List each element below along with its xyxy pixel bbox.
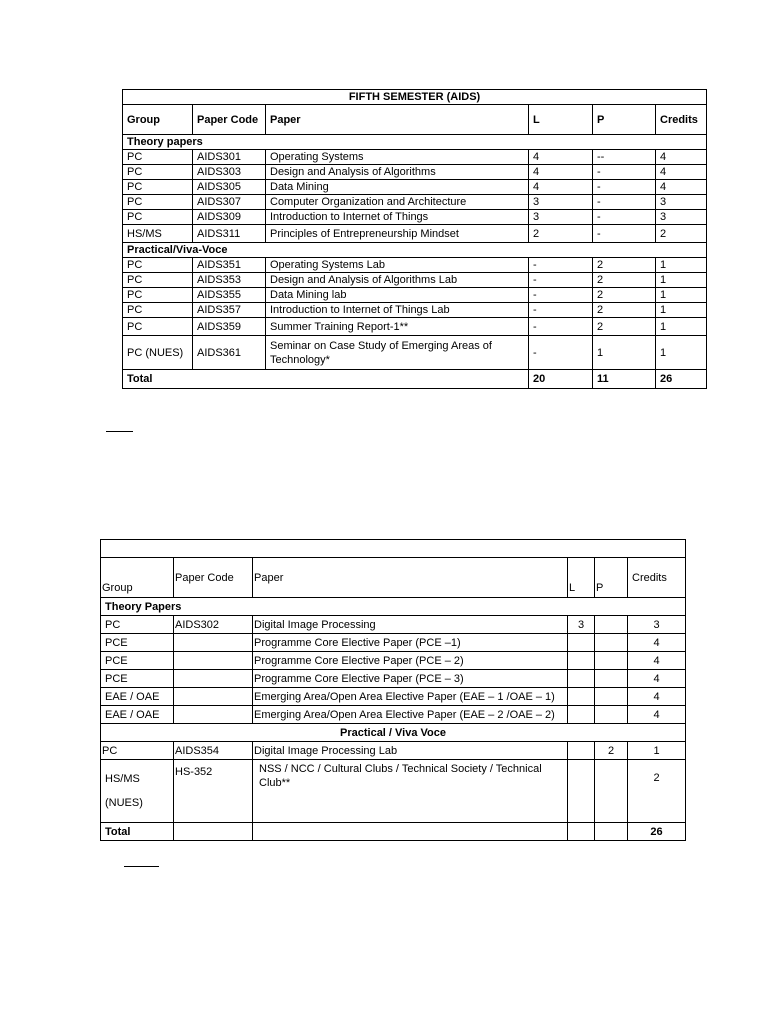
header-row xyxy=(101,558,686,598)
cell-code xyxy=(174,634,253,652)
table-row xyxy=(123,336,707,370)
cell-p xyxy=(595,670,628,688)
cell-paper: NSS / NCC / Cultural Clubs / Technical Society / Technical Club** xyxy=(253,760,568,823)
empty-title-cell xyxy=(101,540,686,558)
cell-p: - xyxy=(593,225,656,243)
cell-p: 2 xyxy=(593,288,656,303)
cell-group: PCE xyxy=(101,652,174,670)
cell-code: AIDS301 xyxy=(193,150,266,165)
cell-group: PC xyxy=(123,180,193,195)
cell-paper: Emerging Area/Open Area Elective Paper (EAE – 2 /OAE – 2) xyxy=(253,706,568,724)
cell-group: PC xyxy=(101,616,174,634)
cell-group: PC xyxy=(123,303,193,318)
cell-credits: 4 xyxy=(628,634,686,652)
cell-credits: 3 xyxy=(656,210,707,225)
table-row xyxy=(101,688,686,706)
cell-group: EAE / OAE xyxy=(101,706,174,724)
cell-group: PCE xyxy=(101,634,174,652)
cell-l: 4 xyxy=(529,150,593,165)
cell-l xyxy=(568,688,595,706)
section-label-theory: Theory papers xyxy=(123,135,707,150)
section-label-practical: Practical / Viva Voce xyxy=(101,724,686,742)
table-row xyxy=(101,634,686,652)
header-l: L xyxy=(529,105,593,135)
cell-paper: Programme Core Elective Paper (PCE – 3) xyxy=(253,670,568,688)
table-row xyxy=(123,288,707,303)
cell-paper: Emerging Area/Open Area Elective Paper (EAE – 1 /OAE – 1) xyxy=(253,688,568,706)
table-row xyxy=(101,706,686,724)
total-credits: 26 xyxy=(628,823,686,841)
section-row xyxy=(101,598,686,616)
cell-code: AIDS307 xyxy=(193,195,266,210)
cell-code: AIDS354 xyxy=(174,742,253,760)
cell-paper: Seminar on Case Study of Emerging Areas of Technology* xyxy=(266,336,529,370)
cell-paper: Computer Organization and Architecture xyxy=(266,195,529,210)
cell-group: PC xyxy=(123,258,193,273)
cell-p: - xyxy=(593,210,656,225)
cell-l: 4 xyxy=(529,180,593,195)
cell-paper: Data Mining xyxy=(266,180,529,195)
cell-p xyxy=(595,688,628,706)
section-label-theory: Theory Papers xyxy=(101,598,686,616)
cell-credits: 3 xyxy=(628,616,686,634)
cell-group: PC xyxy=(123,318,193,336)
cell-l: 3 xyxy=(529,210,593,225)
cell-l: 2 xyxy=(529,225,593,243)
cell-paper: Principles of Entrepreneurship Mindset xyxy=(266,225,529,243)
cell-code: AIDS351 xyxy=(193,258,266,273)
table-row xyxy=(123,210,707,225)
cell-group: PCE xyxy=(101,670,174,688)
cell-code: AIDS355 xyxy=(193,288,266,303)
cell-code: AIDS311 xyxy=(193,225,266,243)
header-group: Group xyxy=(123,105,193,135)
cell-group-bottom: (NUES) xyxy=(105,797,143,809)
cell-empty xyxy=(174,823,253,841)
cell-code: AIDS357 xyxy=(193,303,266,318)
table-row xyxy=(123,180,707,195)
table-row xyxy=(101,760,686,823)
cell-paper: Design and Analysis of Algorithms xyxy=(266,165,529,180)
cell-l xyxy=(568,760,595,823)
header-l: L xyxy=(568,558,595,598)
table-title: FIFTH SEMESTER (AIDS) xyxy=(123,90,707,105)
cell-paper: Operating Systems Lab xyxy=(266,258,529,273)
cell-group: EAE / OAE xyxy=(101,688,174,706)
header-paper: Paper xyxy=(253,558,568,598)
table-row xyxy=(123,318,707,336)
section-row xyxy=(101,724,686,742)
cell-p xyxy=(595,706,628,724)
table-row xyxy=(123,273,707,288)
cell-l xyxy=(568,706,595,724)
cell-p: - xyxy=(593,165,656,180)
cell-l: 4 xyxy=(529,165,593,180)
cell-paper: Summer Training Report-1** xyxy=(266,318,529,336)
cell-code: AIDS302 xyxy=(174,616,253,634)
cell-group: PC xyxy=(123,288,193,303)
table-row xyxy=(123,225,707,243)
cell-credits: 4 xyxy=(656,165,707,180)
fifth-semester-table xyxy=(122,89,707,389)
cell-l: - xyxy=(529,288,593,303)
total-row xyxy=(101,823,686,841)
header-group: Group xyxy=(101,558,174,598)
cell-p xyxy=(595,634,628,652)
cell-code xyxy=(174,670,253,688)
table-row xyxy=(101,616,686,634)
cell-p: 2 xyxy=(593,303,656,318)
cell-credits: 3 xyxy=(656,195,707,210)
cell-group: PC xyxy=(123,150,193,165)
cell-p: -- xyxy=(593,150,656,165)
cell-credits: 1 xyxy=(656,273,707,288)
cell-group: PC (NUES) xyxy=(123,336,193,370)
header-paper: Paper xyxy=(266,105,529,135)
section-row xyxy=(123,135,707,150)
cell-paper: Digital Image Processing Lab xyxy=(253,742,568,760)
cell-paper: Design and Analysis of Algorithms Lab xyxy=(266,273,529,288)
table-title-row xyxy=(101,540,686,558)
cell-p: - xyxy=(593,180,656,195)
cell-group xyxy=(101,760,174,823)
cell-credits: 1 xyxy=(656,336,707,370)
cell-p: 2 xyxy=(595,742,628,760)
table-row xyxy=(101,742,686,760)
cell-p: 2 xyxy=(593,258,656,273)
cell-paper: Programme Core Elective Paper (PCE – 2) xyxy=(253,652,568,670)
cell-credits: 4 xyxy=(656,180,707,195)
table-row xyxy=(123,258,707,273)
cell-credits: 2 xyxy=(628,760,686,823)
cell-l: 3 xyxy=(568,616,595,634)
cell-code xyxy=(174,652,253,670)
cell-code: AIDS303 xyxy=(193,165,266,180)
header-paper-code: Paper Code xyxy=(174,558,253,598)
cell-l xyxy=(568,652,595,670)
cell-l: 3 xyxy=(529,195,593,210)
cell-credits: 1 xyxy=(656,258,707,273)
header-p: P xyxy=(593,105,656,135)
cell-l xyxy=(568,634,595,652)
cell-l: - xyxy=(529,273,593,288)
table-row xyxy=(123,195,707,210)
table-row xyxy=(123,303,707,318)
cell-credits: 4 xyxy=(628,652,686,670)
cell-code xyxy=(174,688,253,706)
cell-credits: 2 xyxy=(656,225,707,243)
cell-code: AIDS309 xyxy=(193,210,266,225)
table-row xyxy=(123,150,707,165)
cell-credits: 4 xyxy=(628,706,686,724)
cell-code: AIDS359 xyxy=(193,318,266,336)
cell-p: 2 xyxy=(593,318,656,336)
cell-credits: 1 xyxy=(656,318,707,336)
cell-credits: 1 xyxy=(656,288,707,303)
header-credits: Credits xyxy=(656,105,707,135)
sixth-semester-table xyxy=(100,539,686,841)
cell-code xyxy=(174,706,253,724)
total-l: 20 xyxy=(529,370,593,389)
cell-p xyxy=(595,652,628,670)
cell-p xyxy=(595,616,628,634)
table-title-row xyxy=(123,90,707,105)
section-label-practical: Practical/Viva-Voce xyxy=(123,243,707,258)
cell-group: PC xyxy=(123,273,193,288)
cell-group: PC xyxy=(101,742,174,760)
divider-line xyxy=(124,866,159,867)
cell-code: AIDS361 xyxy=(193,336,266,370)
total-p: 11 xyxy=(593,370,656,389)
cell-l xyxy=(568,742,595,760)
total-label: Total xyxy=(101,823,174,841)
cell-credits: 4 xyxy=(628,670,686,688)
cell-credits: 4 xyxy=(656,150,707,165)
cell-p: 2 xyxy=(593,273,656,288)
total-label: Total xyxy=(123,370,529,389)
cell-group-top: HS/MS xyxy=(105,773,140,785)
header-paper-code: Paper Code xyxy=(193,105,266,135)
cell-l: - xyxy=(529,336,593,370)
cell-code: AIDS305 xyxy=(193,180,266,195)
cell-p: 1 xyxy=(593,336,656,370)
cell-p xyxy=(595,760,628,823)
header-row xyxy=(123,105,707,135)
cell-credits: 1 xyxy=(628,742,686,760)
section-row xyxy=(123,243,707,258)
cell-group: PC xyxy=(123,165,193,180)
cell-empty xyxy=(253,823,568,841)
cell-group: HS/MS xyxy=(123,225,193,243)
cell-paper: Digital Image Processing xyxy=(253,616,568,634)
cell-code: HS-352 xyxy=(174,760,253,823)
divider-line xyxy=(106,431,133,432)
cell-credits: 4 xyxy=(628,688,686,706)
cell-p: - xyxy=(593,195,656,210)
header-credits: Credits xyxy=(628,558,686,598)
cell-l: - xyxy=(529,318,593,336)
cell-paper: Programme Core Elective Paper (PCE –1) xyxy=(253,634,568,652)
header-p: P xyxy=(595,558,628,598)
cell-l: - xyxy=(529,258,593,273)
cell-paper: Data Mining lab xyxy=(266,288,529,303)
cell-empty xyxy=(595,823,628,841)
cell-paper: Introduction to Internet of Things xyxy=(266,210,529,225)
table-row xyxy=(123,165,707,180)
total-credits: 26 xyxy=(656,370,707,389)
table-row xyxy=(101,670,686,688)
cell-empty xyxy=(568,823,595,841)
cell-credits: 1 xyxy=(656,303,707,318)
cell-group: PC xyxy=(123,210,193,225)
cell-paper: Operating Systems xyxy=(266,150,529,165)
cell-code: AIDS353 xyxy=(193,273,266,288)
table-row xyxy=(101,652,686,670)
cell-paper: Introduction to Internet of Things Lab xyxy=(266,303,529,318)
cell-l xyxy=(568,670,595,688)
total-row xyxy=(123,370,707,389)
cell-l: - xyxy=(529,303,593,318)
cell-group: PC xyxy=(123,195,193,210)
